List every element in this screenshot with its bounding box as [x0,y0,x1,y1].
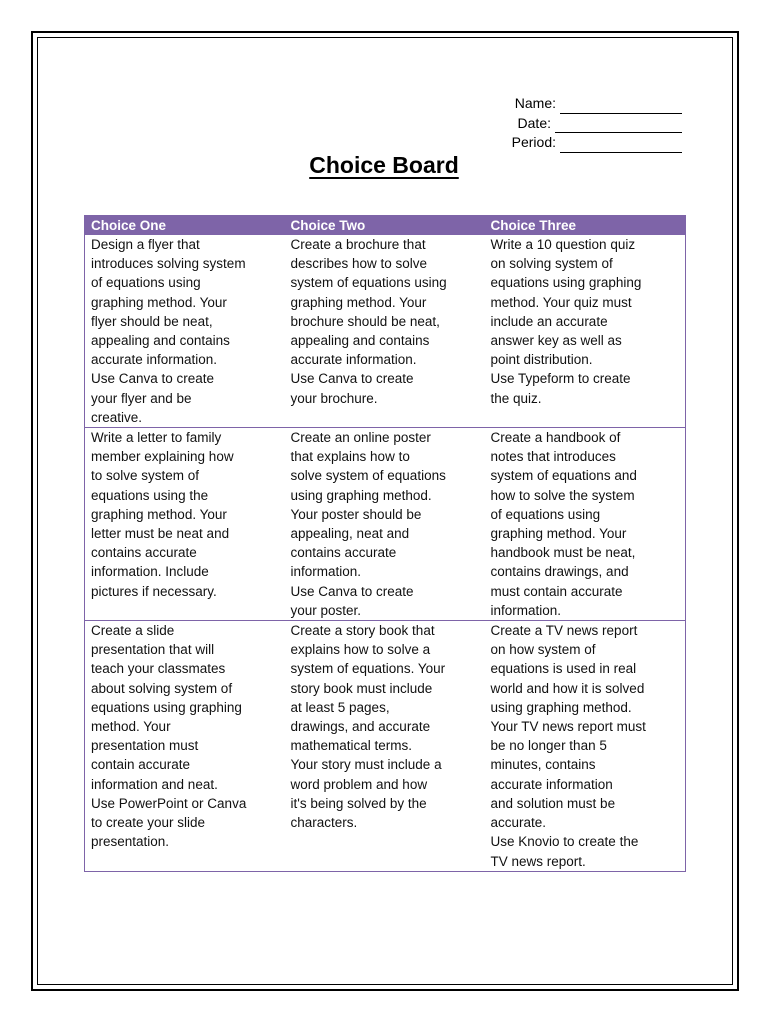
column-header-choice-one: Choice One [85,216,285,236]
choice-cell: Create a slide presentation that will teach your classmates about solving system of equations using graphing method. Your presentation must contain accurate information and neat. Use PowerPoint or Canva to create your slide presentation. [85,621,285,872]
name-field[interactable] [502,94,682,114]
page-title: Choice Board [309,152,459,178]
date-label: Date: [517,114,551,131]
choice-cell: Design a flyer that introduces solving system of equations using graphing method. Your flyer should be neat, appealing and contains accurate information. Use Canva to create your flyer and be creative. [85,235,285,428]
table-row [85,235,686,428]
choice-cell: Create a brochure that describes how to solve system of equations using graphing method. Your brochure should be neat, appealing and contains accurate information. Use Canva to create your brochure. [285,235,485,428]
date-blank-line[interactable] [555,118,682,133]
choice-cell: Create a handbook of notes that introduces system of equations and how to solve the system of equations using graphing method. Your handbook must be neat, contains drawings, and must contain accurate information. [485,428,686,621]
table-row [85,621,686,872]
column-header-choice-three: Choice Three [485,216,686,236]
period-label: Period: [511,134,556,150]
name-blank-line[interactable] [560,99,682,114]
choice-board-table [84,215,686,872]
period-blank-line[interactable] [560,138,682,153]
period-field[interactable] [502,133,682,153]
table-row [85,428,686,621]
choice-cell: Write a letter to family member explaining how to solve system of equations using the graphing method. Your letter must be neat and contains accurate information. Include pictures if necessary. [85,428,285,621]
name-label: Name: [514,95,556,111]
table-header-row [85,216,686,236]
date-field[interactable] [502,114,682,134]
choice-cell: Create a TV news report on how system of equations is used in real world and how it is solved using graphing method. Your TV news report must be no longer than 5 minutes, contains accurate information and solution must be accurate. Use Knovio to create the TV news report. [485,621,686,872]
choice-cell: Create a story book that explains how to solve a system of equations. Your story book must include at least 5 pages, drawings, and accurate mathematical terms. Your story must include a word problem and how it's being solved by the characters. [285,621,485,872]
student-info-fields [502,94,682,153]
choice-cell: Create an online poster that explains how to solve system of equations using graphing method. Your poster should be appealing, neat and contains accurate information. Use Canva to create your poster. [285,428,485,621]
choice-cell: Write a 10 question quiz on solving system of equations using graphing method. Your quiz must include an accurate answer key as well as point distribution. Use Typeform to create the quiz. [485,235,686,428]
column-header-choice-two: Choice Two [285,216,485,236]
